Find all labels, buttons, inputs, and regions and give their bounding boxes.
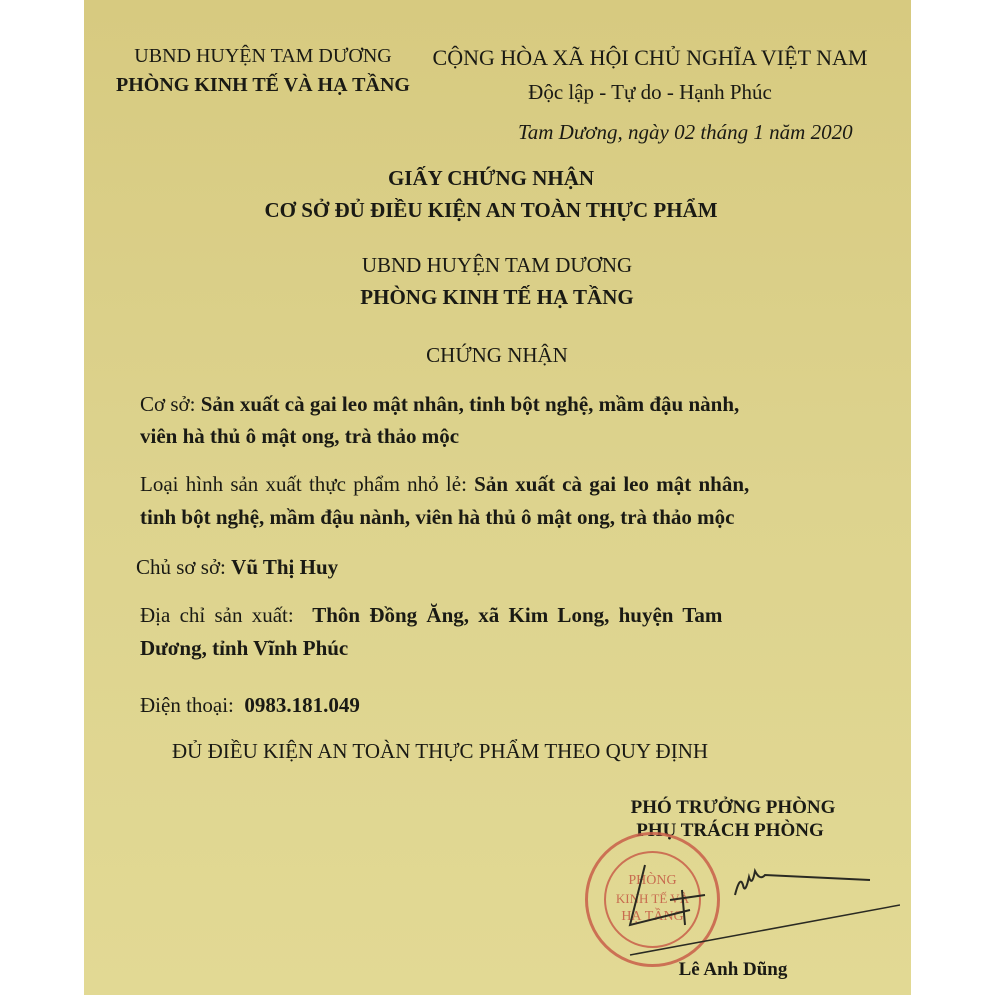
certifies-heading: CHỨNG NHẬN [426, 343, 568, 367]
certificate-paper [84, 0, 911, 995]
stamp-text-3: HẠ TẦNG [621, 909, 684, 924]
phone-label: Điện thoại: [140, 693, 234, 717]
nation-title: CỘNG HÒA XÃ HỘI CHỦ NGHĨA VIỆT NAM [432, 45, 868, 70]
address-label: Địa chỉ sản xuất: [140, 603, 294, 627]
type-line1 [140, 472, 749, 497]
address-line2: Dương, tỉnh Vĩnh Phúc [140, 636, 349, 660]
motto: Độc lập - Tự do - Hạnh Phúc [528, 80, 772, 104]
agency-dept: PHÒNG KINH TẾ VÀ HẠ TẦNG [116, 74, 410, 96]
agency-top: UBND HUYỆN TAM DƯƠNG [134, 45, 392, 67]
title-line1: GIẤY CHỨNG NHẬN [387, 166, 595, 190]
type-line2: tinh bột nghệ, mầm đậu nành, viên hà thủ ô mật ong, trà thảo mộc [140, 505, 735, 529]
issuer-line2: PHÒNG KINH TẾ HẠ TẦNG [360, 285, 634, 309]
issue-date: Tam Dương, ngày 02 tháng 1 năm 2020 [518, 120, 853, 144]
facility-label: Cơ sở: [140, 392, 196, 416]
type-label: Loại hình sản xuất thực phẩm nhỏ lẻ: [140, 472, 467, 496]
owner-value: Vũ Thị Huy [231, 555, 339, 579]
facility-line2: viên hà thủ ô mật ong, trà thảo mộc [140, 424, 460, 448]
title-line2: CƠ SỞ ĐỦ ĐIỀU KIỆN AN TOÀN THỰC PHẨM [264, 198, 718, 222]
signer-title1: PHÓ TRƯỞNG PHÒNG [630, 797, 836, 818]
facility-line1 [140, 392, 739, 417]
signer-title2: PHỤ TRÁCH PHÒNG [636, 820, 824, 841]
stamp-text-1: PHÒNG [628, 873, 677, 888]
signer-name: Lê Anh Dũng [678, 959, 788, 980]
issuer-line1: UBND HUYỆN TAM DƯƠNG [361, 253, 633, 277]
handwritten-signature [600, 850, 900, 960]
phone-line [140, 693, 360, 718]
address-value: Thôn Đồng Ăng, xã Kim Long, huyện Tam [312, 603, 723, 627]
stamp-text-2: KINH TẾ VÀ [615, 891, 690, 906]
owner-line [136, 555, 338, 580]
phone-value: 0983.181.049 [244, 693, 360, 717]
type-value: Sản xuất cà gai leo mật nhân, [474, 472, 750, 496]
owner-label: Chủ sơ sở: [136, 555, 226, 579]
address-line1 [140, 603, 722, 628]
facility-value: Sản xuất cà gai leo mật nhân, tinh bột nghệ, mầm đậu nành, [200, 392, 740, 416]
conclusion: ĐỦ ĐIỀU KIỆN AN TOÀN THỰC PHẨM THEO QUY ĐỊNH [172, 739, 709, 763]
